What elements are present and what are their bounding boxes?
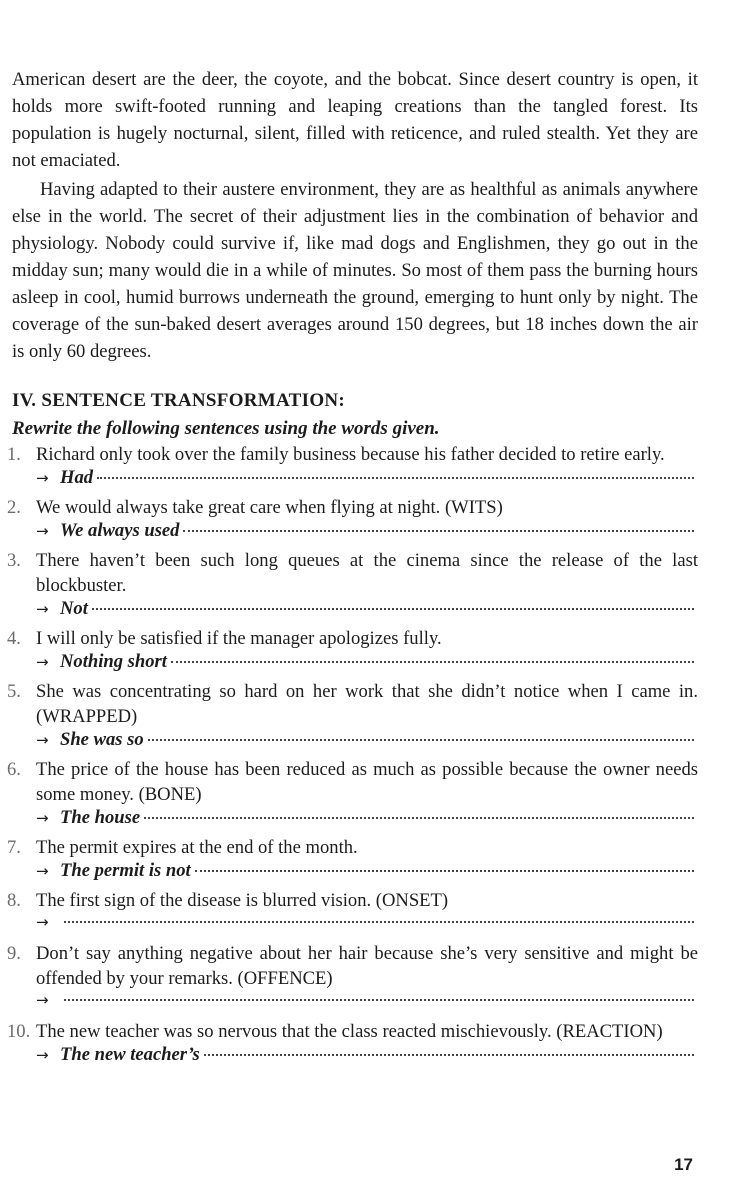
arrow-icon: → (36, 653, 49, 671)
answer-blank[interactable] (195, 870, 694, 872)
exercise-item-10 (7, 1019, 698, 1072)
page-number: 17 (674, 1155, 693, 1174)
item-number: 10. (7, 1021, 31, 1042)
exercise-item-5 (7, 679, 698, 757)
arrow-icon: → (36, 600, 49, 618)
answer-line (36, 467, 698, 495)
exercise-item-9 (7, 941, 698, 1019)
answer-blank[interactable] (92, 608, 694, 610)
answer-line (36, 520, 698, 548)
item-sentence: The permit expires at the end of the month. (36, 837, 358, 858)
exercise-item-3 (7, 548, 698, 626)
arrow-icon: → (36, 809, 49, 827)
item-number: 3. (7, 550, 21, 571)
answer-line (36, 913, 698, 941)
answer-line (36, 1044, 698, 1072)
item-sentence: The price of the house has been reduced as much as possible because the owner needs some money. (BONE) (36, 759, 698, 805)
item-number: 8. (7, 890, 21, 911)
arrow-icon: → (36, 913, 49, 931)
answer-prompt: The new teacher’s (60, 1044, 200, 1065)
answer-blank[interactable] (97, 477, 694, 479)
answer-line (36, 651, 698, 679)
answer-line (36, 598, 698, 626)
exercise-list (7, 442, 698, 1072)
item-sentence: Don’t say anything negative about her hair because she’s very sensitive and might be offended by your remarks. (OFFENCE) (36, 943, 698, 989)
item-number: 4. (7, 628, 21, 649)
answer-prompt: We always used (60, 520, 180, 541)
answer-prompt: The house (60, 807, 141, 828)
passage-paragraph-2: Having adapted to their austere environment, they are as healthful as animals anywhere else in the world. The secret of their adjustment lies in the combination of behavior and physiology. Nobody could survive if, like mad dogs and Englishmen, they go out in the midday sun; many would die in a while of minutes. So most of them pass the burning hours asleep in cool, humid burrows underneath the ground, emerging to hunt only by night. The coverage of the sun-baked desert averages around 150 degrees, but 18 inches down the air is only 60 degrees. (12, 179, 698, 362)
exercise-item-2 (7, 495, 698, 548)
answer-prompt: She was so (60, 729, 144, 750)
exercise-item-7 (7, 835, 698, 888)
item-number: 1. (7, 444, 21, 465)
answer-line (36, 807, 698, 835)
answer-prompt: Had (60, 467, 94, 488)
section-instruction: Rewrite the following sentences using the words given. (12, 418, 440, 439)
answer-blank[interactable] (171, 661, 694, 663)
item-sentence: The new teacher was so nervous that the class reacted mischievously. (REACTION) (36, 1021, 663, 1042)
item-sentence: I will only be satisfied if the manager apologizes fully. (36, 628, 442, 649)
section-title: IV. SENTENCE TRANSFORMATION: (12, 390, 346, 411)
exercise-item-6 (7, 757, 698, 835)
answer-line (36, 729, 698, 757)
item-number: 2. (7, 497, 21, 518)
answer-blank[interactable] (64, 999, 694, 1001)
item-number: 6. (7, 759, 21, 780)
item-sentence: There haven’t been such long queues at the cinema since the release of the last blockbuster. (36, 550, 698, 596)
item-sentence: She was concentrating so hard on her work that she didn’t notice when I came in. (WRAPPED) (36, 681, 698, 727)
arrow-icon: → (36, 1046, 49, 1064)
answer-blank[interactable] (144, 817, 694, 819)
answer-line (36, 860, 698, 888)
answer-prompt: Not (60, 598, 88, 619)
answer-blank[interactable] (204, 1054, 694, 1056)
item-number: 9. (7, 943, 21, 964)
item-sentence: We would always take great care when flying at night. (WITS) (36, 497, 503, 518)
answer-blank[interactable] (148, 739, 694, 741)
passage-paragraph-1: American desert are the deer, the coyote, and the bobcat. Since desert country is open, it holds more swift-footed running and leaping creations than the tangled forest. Its population is hugely nocturnal, silent, filled with reticence, and ruled stealth. Yet they are not emaciated. (12, 69, 698, 171)
item-number: 7. (7, 837, 21, 858)
textbook-page (7, 66, 698, 1072)
answer-prompt: Nothing short (60, 651, 167, 672)
item-number: 5. (7, 681, 21, 702)
exercise-item-4 (7, 626, 698, 679)
arrow-icon: → (36, 522, 49, 540)
item-sentence: The first sign of the disease is blurred vision. (ONSET) (36, 890, 449, 911)
exercise-item-1 (7, 442, 698, 495)
answer-blank[interactable] (183, 530, 694, 532)
arrow-icon: → (36, 991, 49, 1009)
answer-line (36, 991, 698, 1019)
exercise-item-8 (7, 888, 698, 941)
arrow-icon: → (36, 862, 49, 880)
arrow-icon: → (36, 731, 49, 749)
answer-blank[interactable] (64, 921, 694, 923)
arrow-icon: → (36, 469, 49, 487)
item-sentence: Richard only took over the family business because his father decided to retire early. (36, 444, 665, 465)
answer-prompt: The permit is not (60, 860, 191, 881)
